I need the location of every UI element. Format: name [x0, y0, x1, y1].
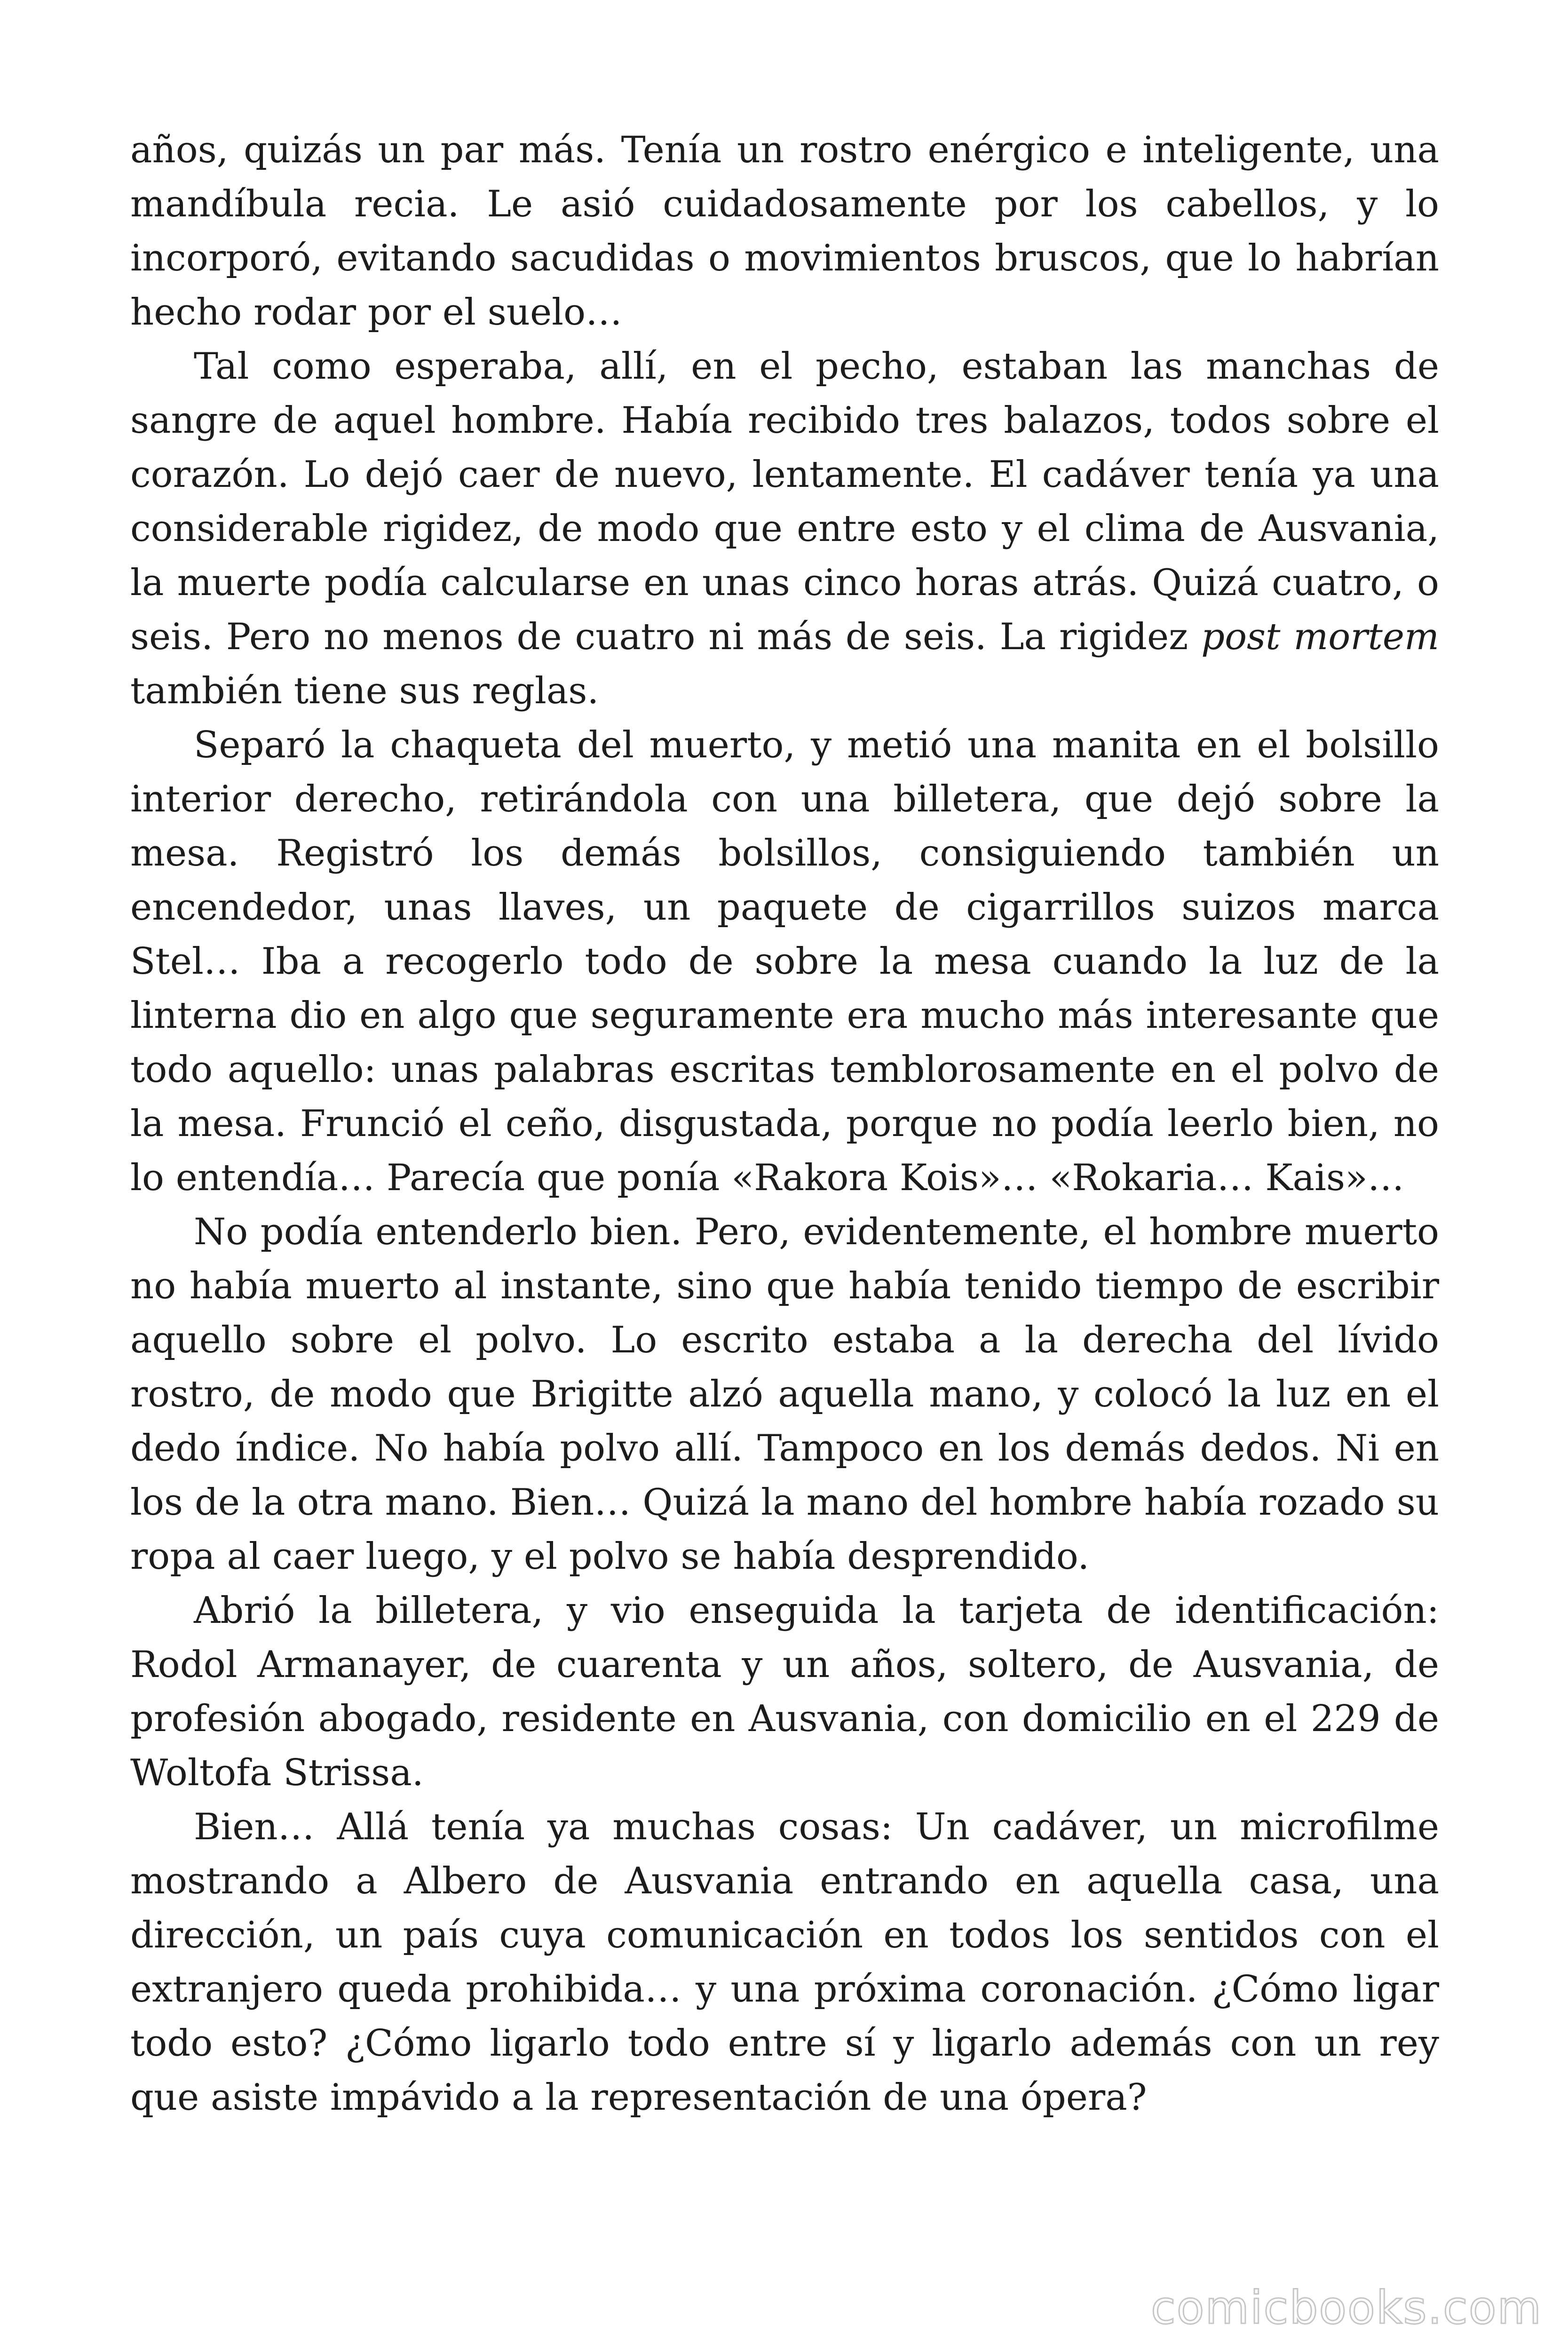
paragraph-2-italic-phrase: post mortem [1201, 616, 1439, 658]
paragraph-6: Bien… Allá tenía ya muchas cosas: Un cadáver, un microfilme mostrando a Albero de Ausvania entrando en aquella casa, una dirección, un país cuya comunicación en todos los sentidos con el extranjero queda prohibida… y una próxima coronación. ¿Cómo ligar todo esto? ¿Cómo ligarlo todo entre sí y ligarlo además con un rey que asiste impávido a la representación de una ópera? [130, 1806, 1439, 2119]
paragraph-2-text-after: también tiene sus reglas. [130, 670, 599, 712]
paragraph-2 [130, 340, 1439, 718]
paragraph-5: Abrió la billetera, y vio enseguida la tarjeta de identificación: Rodol Armanayer, de cuarenta y un años, soltero, de Ausvania, de profesión abogado, residente en Ausvania, con domicilio en el 229 de Woltofa Strissa. [130, 1589, 1439, 1794]
paragraph-1: años, quizás un par más. Tenía un rostro enérgico e inteligente, una mandíbula recia. Le asió cuidadosamente por los cabellos, y lo incorporó, evitando sacudidas o movimientos bruscos, que lo habrían hecho rodar por el suelo… [130, 129, 1439, 334]
paragraph-4: No podía entenderlo bien. Pero, evidentemente, el hombre muerto no había muerto al instante, sino que había tenido tiempo de escribir aquello sobre el polvo. Lo escrito estaba a la derecha del lívido rostro, de modo que Brigitte alzó aquella mano, y colocó la luz en el dedo índice. No había polvo allí. Tampoco en los demás dedos. Ni en los de la otra mano. Bien… Quizá la mano del hombre había rozado su ropa al caer luego, y el polvo se había desprendido. [130, 1211, 1439, 1578]
book-page-text [130, 123, 1439, 2125]
watermark-logo: comicbooks.com [1150, 2281, 1542, 2334]
paragraph-3: Separó la chaqueta del muerto, y metió una manita en el bolsillo interior derecho, retirándola con una billetera, que dejó sobre la mesa. Registró los demás bolsillos, consiguiendo también un encendedor, unas llaves, un paquete de cigarrillos suizos marca Stel… Iba a recogerlo todo de sobre la mesa cuando la luz de la linterna dio en algo que seguramente era mucho más interesante que todo aquello: unas palabras escritas temblorosamente en el polvo de la mesa. Frunció el ceño, disgustada, porque no podía leerlo bien, no lo entendía… Parecía que ponía «Rakora Kois»… «Rokaria… Kais»… [130, 724, 1439, 1199]
paragraph-2-text-before: Tal como esperaba, allí, en el pecho, estaban las manchas de sangre de aquel hombre. Había recibido tres balazos, todos sobre el corazón. Lo dejó caer de nuevo, lentamente. El cadáver tenía ya una considerable rigidez, de modo que entre esto y el clima de Ausvania, la muerte podía calcularse en unas cinco horas atrás. Quizá cuatro, o seis. Pero no menos de cuatro ni más de seis. La rigidez [130, 345, 1439, 658]
